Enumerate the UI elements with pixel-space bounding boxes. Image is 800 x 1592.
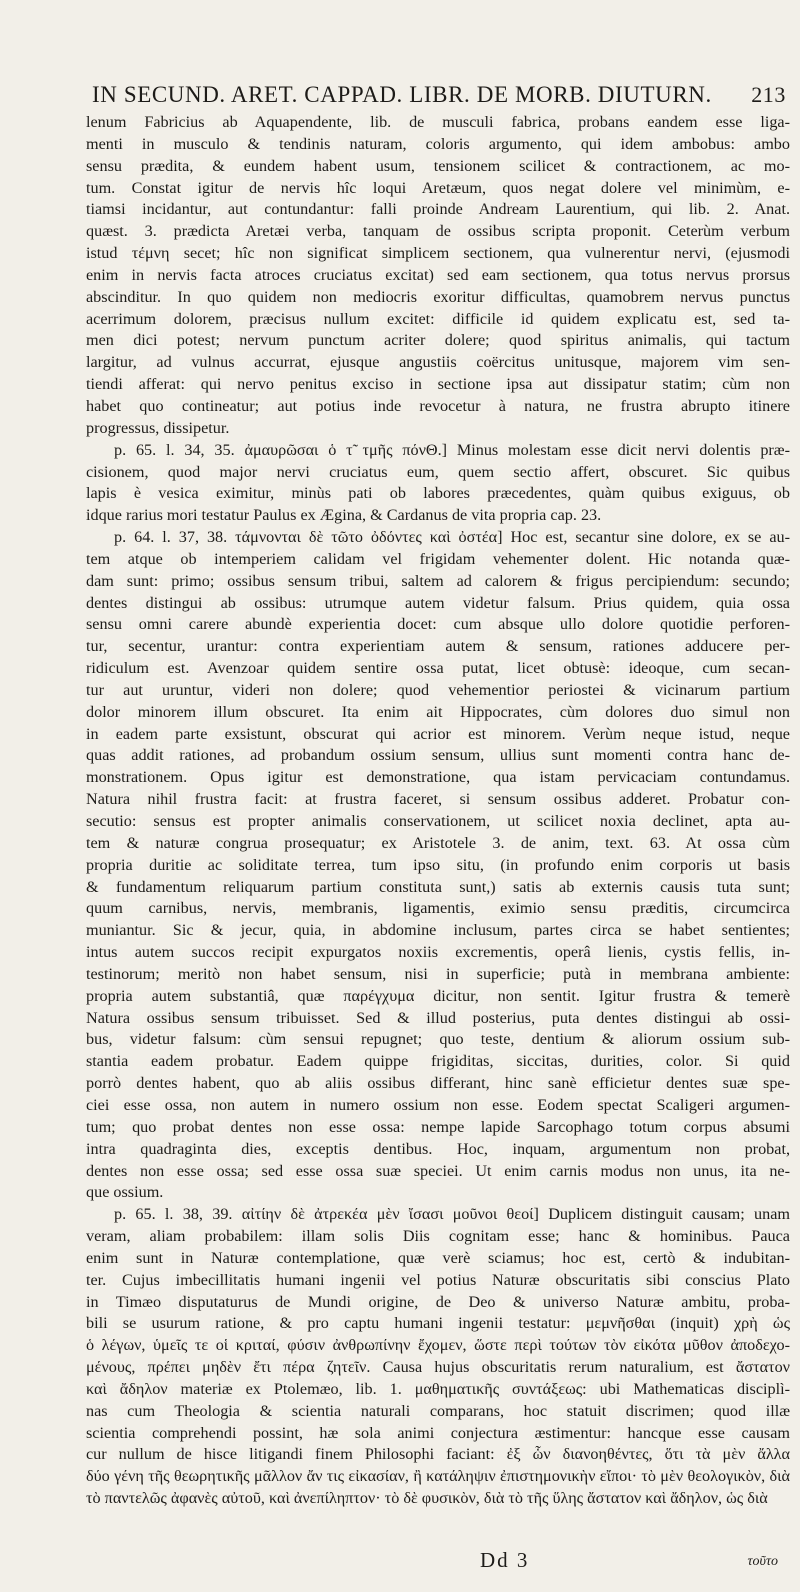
text-line: monstrationem. Opus igitur est demonstratione, qua istam pervicaciam contundamus. (86, 768, 790, 787)
text-line: Natura nihil frustra facit: at frustra faceret, si sensum ossibus adderet. Probatur con- (86, 790, 790, 809)
text-line: tem atque ob intemperiem calidam vel frigidam vehementer dolent. Hic notanda quæ- (86, 549, 790, 568)
running-head (92, 82, 786, 108)
text-line: propria autem substantiâ, quæ παρέγχυμα dicitur, non sentit. Igitur frustra & temerè (86, 986, 790, 1005)
signature-mark: Dd 3 (480, 1548, 530, 1572)
text-line: p. 65. l. 38, 39. αἰτίην δὲ ἀτρεκέα μὲν ἴσασι μοῦνοι θεοί] Duplicem distinguit causam; unam (114, 1205, 790, 1224)
text-line: sensu omni carere abundè experientia docet: cum absque ullo dolore quotidie perforen- (86, 615, 790, 634)
text-line: p. 64. l. 37, 38. τάμνονται δὲ τῶτο ὀδόντες καὶ ὀστέα] Hoc est, secantur sine dolore, ex se au- (114, 528, 790, 547)
text-line: intus autem succos recipit expurgatos noxiis excrementis, operâ lienis, cystis fellis, in- (86, 943, 790, 962)
text-line: Natura ossibus sensum tribuisset. Sed & illud posterius, puta dentes distingui ab ossi- (86, 1008, 790, 1027)
text-line: p. 65. l. 34, 35. ἀμαυρῶσαι ὁ τ̃ τμῆς πόνΘ.] Minus molestam esse dicit nervi dolentis præ- (114, 440, 790, 459)
text-line: dentes distingui ab ossibus: utrumque autem videtur falsum. Prius quidem, quia ossa (86, 593, 790, 612)
text-line: μένους, πρέπει μηδὲν ἔτι πέρα ζητεῖν. Causa hujus obscuritatis rerum naturalium, est ἄστατον (86, 1358, 790, 1377)
text-line: in eadem parte exsistunt, obscurat qui acrior est minorem. Verùm neque istud, neque (86, 724, 790, 743)
text-line: τὸ παντελῶς ἀφανὲς αὐτοῦ, καὶ ἀνεπίληπτον· τὸ δὲ φυσικὸν, διὰ τὸ τῆς ὕλης ἄστατον καὶ ἄδηλον, ὡς διὰ (86, 1489, 768, 1508)
text-line: idque rarius mori testatur Paulus ex Ægina, & Cardanus de vita propria cap. 23. (86, 506, 602, 525)
text-line: ciei esse ossa, non autem in numero ossium non esse. Eodem spectat Scaligeri argumen- (86, 1095, 790, 1114)
text-line: & fundamentum reliquarum partium constituta sunt,) satis ab externis causis tuta sunt; (86, 877, 790, 896)
text-line: in Timæo disputaturus de Mundi origine, de Deo & universo Naturæ ambitu, proba- (86, 1292, 790, 1311)
text-line: dentes non esse ossa; sed esse ossa suæ speciei. Ut enim carnis modus non unus, ita ne- (86, 1161, 790, 1180)
text-line: enim in nervis facta atroces cruciatus excitat) sed eam sectionem, qua totus nervus prorsus (86, 265, 790, 284)
commentary-text (86, 112, 790, 1510)
text-line: lenum Fabricius ab Aquapendente, lib. de musculi fabrica, probans eandem esse liga- (86, 113, 790, 131)
text-line: propria duritie ac soliditate terrea, tum ipso situ, (in profundo enim corporis ut basis (86, 855, 790, 874)
text-line: enim sunt in Naturæ contemplatione, quæ verè sciamus; hoc est, certò & indubitan- (86, 1248, 790, 1267)
text-line: tiendi afferat: qui nervo penitus exciso in sectione ipsa aut dissipatur statim; cùm non (86, 375, 790, 394)
text-line: scientia comprehendi possint, hæ sola animi conjectura æstimentur: hancque esse causam (86, 1423, 790, 1442)
text-line: que ossium. (86, 1183, 164, 1202)
catchword: τοῦτο (747, 1554, 778, 1569)
text-line: tem & naturæ congrua prosequatur; ex Aristotele 3. de anim, text. 63. At ossa cùm (86, 833, 790, 852)
text-line: dam sunt: primo; ossibus sensum tribui, saltem ad calorem & frigus percipiendum: secundo; (86, 571, 790, 590)
text-line: bili se usurum ratione, & pro captu humani ingenii testatur: μεμνῆσθαι (inquit) χρὴ ὡς (86, 1314, 790, 1333)
text-line: largitur, ad vulnus accurrat, ejusque angustiis coërcitus unitusque, majorem vim sen- (86, 353, 790, 372)
running-head-title: IN SECUND. ARET. CAPPAD. LIBR. DE MORB. DIUTURN. (92, 82, 712, 107)
text-line: habet quo contineatur; aut potius inde revocetur à natura, ne frustra abrupto itinere (86, 396, 790, 415)
text-line: veram, aliam probabilem: illam solis Diis cognitam esse; hanc & hominibus. Pauca (86, 1227, 790, 1246)
text-line: porrò dentes habent, quo ab aliis ossibus differant, hinc sanè efficietur dentes suæ spe- (86, 1074, 790, 1093)
text-line: muniantur. Sic & jecur, quia, in abdomine inclusum, partes circa se habet sentientes; (86, 921, 790, 940)
text-line: ὁ λέγων, ὑμεῖς τε οἱ κριταί, φύσιν ἀνθρωπίνην ἔχομεν, ὥστε περὶ τούτων τὸν εἰκότα μῦθον ἀποδεχο- (86, 1336, 790, 1355)
text-line: nas cum Theologia & scientia naturali comparans, hoc statuit discrimen; quod illæ (86, 1401, 790, 1420)
text-line: men dici potest; nervum punctum acriter dolere; quod spiritus animalis, qui tactum (86, 331, 790, 350)
text-line: καὶ ἄδηλον materiæ ex Ptolemæo, lib. 1. μαθηματικῆς συντάξεως: ubi Mathematicas disciplì- (86, 1379, 790, 1398)
text-line: secutio: sensus est propter animalis conservationem, ut scilicet noxia declinet, apta au- (86, 812, 790, 830)
text-line: tum; quo probat dentes non esse ossa: nempe lapide Sarcophago totum corpus absumi (86, 1117, 790, 1136)
text-line: menti in musculo & tendinis naturam, coloris argumento, qui idem ambobus: ambo (86, 134, 790, 153)
text-line: progressus, dissipetur. (86, 418, 230, 437)
text-line: tum. Constat igitur de nervis hîc loqui Aretæum, quos negat dolere vel minimùm, e- (86, 178, 790, 197)
text-line: abscinditur. In quo quidem non mediocris exoritur difficultas, quamobrem nervus punctus (86, 287, 790, 306)
page-number: 213 (751, 82, 786, 107)
text-line: quas addit rationes, ad probandum ossium sensum, ullius sunt momenti contra hanc de- (86, 746, 790, 765)
text-line: quæst. 3. prædicta Aretæi verba, tanquam de ossibus scripta proponit. Ceterùm verbum (86, 222, 790, 241)
text-line: testinorum; meritò non habet sensum, nisi in superficie; putà in membrana ambiente: (86, 964, 790, 983)
text-line: sensu prædita, & eundem habent usum, tensionem scilicet & contractionem, ac mo- (86, 156, 790, 175)
text-line: istud τέμνη secet; hîc non significat simplicem sectionem, qua vulnerentur nervi, (ejusmodi (86, 244, 790, 263)
text-line: stantia eadem probatur. Eadem quippe frigiditas, siccitas, durities, color. Si quid (86, 1052, 790, 1071)
text-line: lapis è vesica eximitur, minùs pati ob labores præcedentes, quàm quibus exiguus, ob (86, 484, 790, 503)
text-line: bus, videtur falsum: cùm sensui repugnet; quo teste, dentium & aliorum ossium sub- (86, 1030, 790, 1049)
text-line: tur, secentur, urantur: contra experientiam autem & sensum, rationes adducere per- (86, 637, 790, 656)
text-line: dolor minorem illum obscuret. Ita enim ait Hippocrates, cùm dolores duo simul non (86, 702, 790, 721)
text-line: tur aut uruntur, videri non dolere; quod vehementior periostei & vicinarum partium (86, 680, 790, 699)
text-line: quum carnibus, nervis, membranis, ligamentis, eximio sensu præditis, circumcirca (86, 899, 790, 918)
text-line: tiamsi incidantur, aut contundantur: falli proinde Andream Laurentium, qui lib. 2. Anat. (86, 200, 790, 219)
text-line: intra quadraginta dies, exceptis dentibus. Hoc, inquam, argumentum non probat, (86, 1139, 790, 1158)
text-line: ridiculum est. Avenzoar quidem sentire ossa putat, licet obtusè: ideoque, cum secan- (86, 659, 790, 678)
text-line: δύο γένη τῆς θεωρητικῆς μᾶλλον ἄν τις εἰκασίαν, ἢ κατάληψιν ἐπιστημονικὴν εἴποι· τὸ μὲν θεολογικὸν, διὰ (86, 1467, 790, 1486)
text-line: cisionem, quod major nervi cruciatus eum, quem sectio affert, obscuret. Sic quibus (86, 462, 790, 481)
text-line: acerrimum dolorem, præcisus nullum excitet: difficile id quidem explicatu est, sed ta- (86, 309, 790, 328)
text-line: ter. Cujus imbecillitatis humani ingenii vel potius Naturæ obscuritatis sibi conscius Plato (86, 1270, 790, 1289)
text-line: cur nullum de hisce litigandi finem Philosophi faciant: ἐξ ὧν διανοηθέντες, ὅτι τὰ μὲν ἄλλα (86, 1445, 790, 1464)
